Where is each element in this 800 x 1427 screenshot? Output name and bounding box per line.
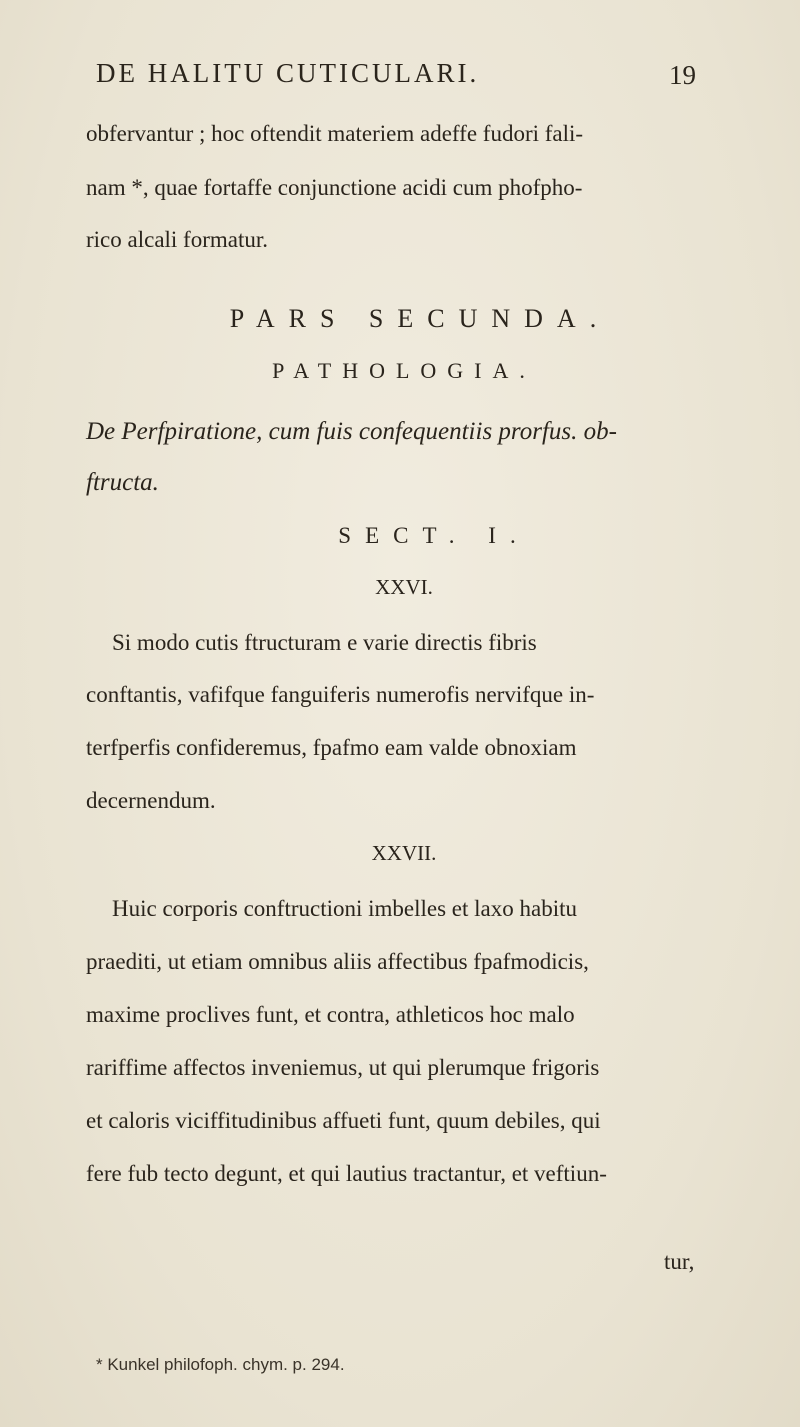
text-line: praediti, ut etiam omnibus aliis affectibus fpafmodicis, bbox=[86, 949, 589, 974]
text-line: terfperfis confideremus, fpafmo eam valde obnoxiam bbox=[86, 735, 577, 760]
intro-line-2 bbox=[86, 175, 714, 201]
italic-title-line-1: De Perfpiratione, cum fuis confequentiis prorfus. ob- bbox=[86, 418, 617, 445]
page-header bbox=[96, 58, 696, 98]
text-line: et caloris viciffitudinibus affueti funt, quum debiles, qui bbox=[86, 1108, 601, 1133]
page-number: 19 bbox=[669, 60, 696, 90]
text-line: fere fub tecto degunt, et qui lautius tractantur, et veftiun- bbox=[86, 1161, 607, 1186]
text-line: decernendum. bbox=[86, 788, 216, 813]
intro-line-3: rico alcali formatur. bbox=[86, 227, 269, 252]
footnote: * Kunkel philofoph. chym. p. 294. bbox=[96, 1355, 345, 1374]
section-heading: SECT. I. bbox=[338, 523, 530, 548]
text-line: maxime proclives funt, et contra, athleticos hoc malo bbox=[86, 1002, 575, 1027]
text-line: Si modo cutis ftructuram e varie directis fibris bbox=[112, 630, 537, 655]
paragraph-number: XXVI. bbox=[375, 575, 433, 599]
subheading: PATHOLOGIA. bbox=[272, 358, 536, 383]
text-line: conftantis, vafifque fanguiferis numerofis nervifque in- bbox=[86, 682, 595, 707]
part-heading: PARS SECUNDA. bbox=[229, 304, 611, 333]
catchword: tur, bbox=[664, 1249, 695, 1274]
italic-title-line-2: ftructa. bbox=[86, 469, 159, 496]
text-line: obfervantur ; hoc oftendit materiem adeffe fudori fali- bbox=[86, 121, 584, 146]
text-line: rariffime affectos inveniemus, ut qui plerumque frigoris bbox=[86, 1055, 600, 1080]
running-title: DE HALITU CUTICULARI. bbox=[96, 58, 480, 88]
paragraph-number: XXVII. bbox=[371, 841, 437, 865]
text-line: Huic corporis conftructioni imbelles et laxo habitu bbox=[112, 896, 577, 921]
intro-line-1 bbox=[86, 121, 714, 147]
text-line: nam *, quae fortaffe conjunctione acidi cum phofpho- bbox=[86, 175, 583, 200]
